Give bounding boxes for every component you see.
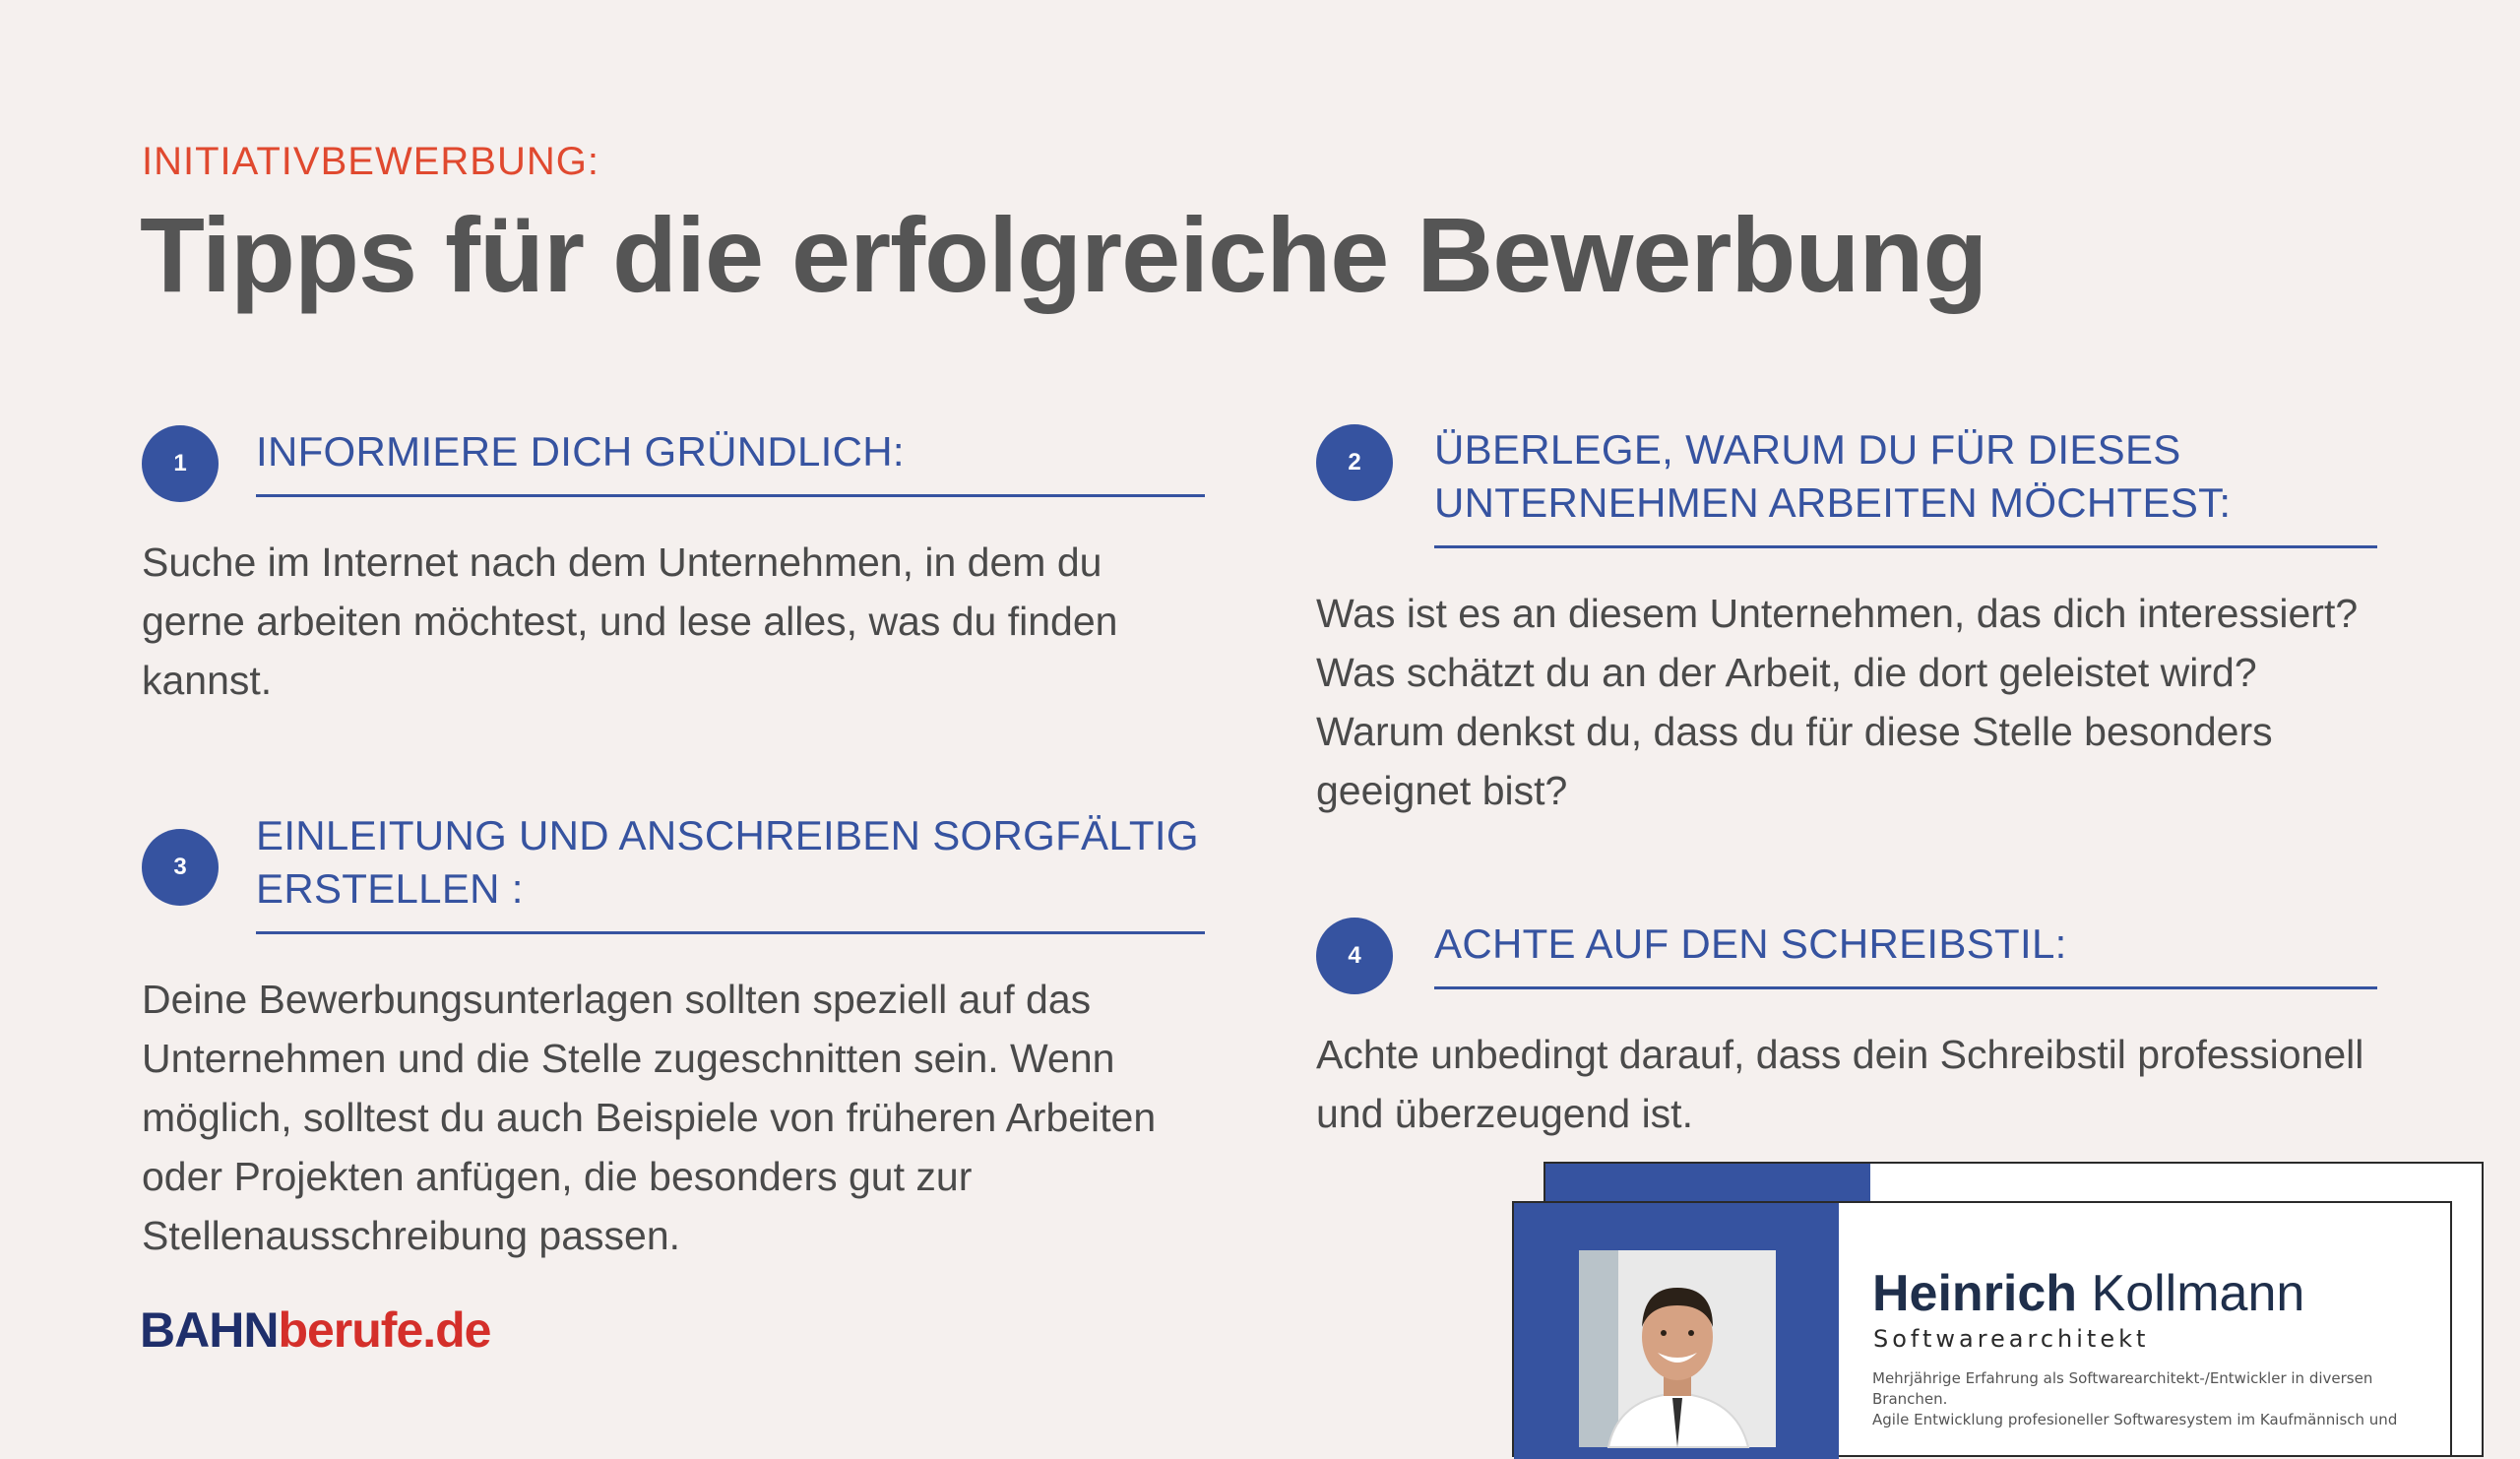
tip-3-header xyxy=(142,809,1205,934)
brand-logo[interactable] xyxy=(140,1301,491,1359)
tip-1-title: INFORMIERE DICH GRÜNDLICH: xyxy=(256,425,1205,497)
page-title: Tipps für die erfolgreiche Bewerbung xyxy=(140,195,1987,314)
tip-3-title: EINLEITUNG UND ANSCHREIBEN SORGFÄLTIG ERSTELLEN : xyxy=(256,809,1205,934)
tip-4-number-badge: 4 xyxy=(1316,918,1393,994)
brand-logo-part2: berufe.de xyxy=(278,1302,491,1358)
photo-left-eye xyxy=(1661,1330,1667,1336)
tip-4 xyxy=(1316,918,2377,1143)
tip-1-header xyxy=(142,425,1205,497)
tip-4-title: ACHTE AUF DEN SCHREIBSTIL: xyxy=(1434,918,2377,989)
profile-photo-illustration xyxy=(1579,1250,1776,1447)
cv-summary-line-2: Agile Entwicklung profesioneller Softwaresystem im Kaufmännisch und xyxy=(1872,1411,2398,1428)
tip-3-number-badge: 3 xyxy=(142,829,219,906)
photo-window xyxy=(1579,1250,1618,1447)
tip-2-number-badge: 2 xyxy=(1316,424,1393,501)
tip-2-header xyxy=(1316,423,2377,548)
tip-2 xyxy=(1316,423,2377,820)
cv-back-accent-bar xyxy=(1545,1164,1870,1203)
photo-right-eye xyxy=(1688,1330,1694,1336)
cv-preview xyxy=(1512,1201,2452,1457)
tip-1-number-badge: 1 xyxy=(142,425,219,502)
tip-4-header xyxy=(1316,918,2377,989)
tip-1-body: Suche im Internet nach dem Unternehmen, in dem du gerne arbeiten möchtest, und lese alles, was du finden kannst. xyxy=(142,539,1118,703)
profile-photo xyxy=(1579,1250,1776,1447)
tip-3 xyxy=(142,809,1205,1265)
cv-summary xyxy=(1872,1368,2424,1430)
cv-first-name: Heinrich xyxy=(1872,1265,2078,1322)
eyebrow-label: INITIATIVBEWERBUNG: xyxy=(142,140,599,183)
tip-1 xyxy=(142,425,1205,710)
tip-4-body: Achte unbedingt darauf, dass dein Schreibstil professionell und überzeugend ist. xyxy=(1316,1032,2364,1136)
brand-logo-part1: BAHN xyxy=(140,1302,279,1358)
tip-2-body: Was ist es an diesem Unternehmen, das dich interessiert? Was schätzt du an der Arbeit, die dort geleistet wird? Warum denkst du, dass du für diese Stelle besonders geeignet bist? xyxy=(1316,591,2359,813)
cv-name xyxy=(1872,1264,2304,1323)
tip-3-body: Deine Bewerbungsunterlagen sollten speziell auf das Unternehmen und die Stelle zugeschnitten sein. Wenn möglich, solltest du auch Beispiele von früheren Arbeiten oder Projekten anfügen, die besonders gut zur Stellenausschreibung passen. xyxy=(142,977,1157,1258)
cv-last-name: Kollmann xyxy=(2091,1265,2305,1322)
cv-job-title: Softwarearchitekt xyxy=(1873,1325,2150,1353)
tip-2-title: ÜBERLEGE, WARUM DU FÜR DIESES UNTERNEHMEN ARBEITEN MÖCHTEST: xyxy=(1434,423,2377,548)
cv-summary-line-1: Mehrjährige Erfahrung als Softwarearchitekt-/Entwickler in diversen Branchen. xyxy=(1872,1369,2373,1408)
